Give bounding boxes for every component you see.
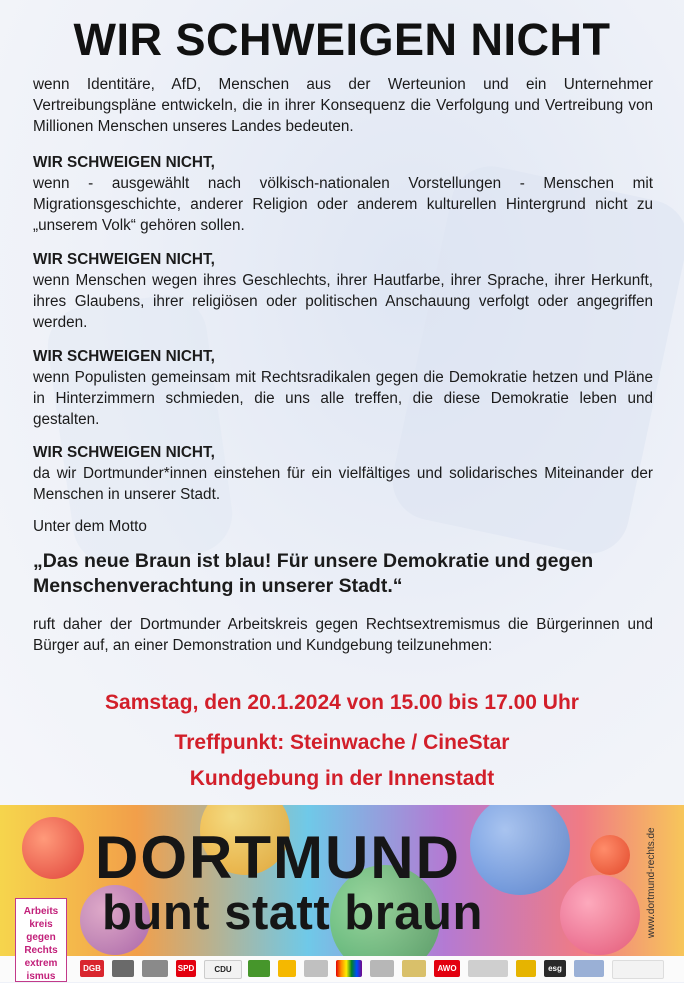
section-text: wenn Populisten gemeinsam mit Rechtsradikalen gegen die Demokratie hetzen und Pläne in Hinterzimmern schmieden, die uns alle treffen, die diese Demokratie leben und gestalten. <box>33 369 653 428</box>
cdu-logo: CDU <box>204 960 242 979</box>
decorative-ball <box>590 835 630 875</box>
motto: „Das neue Braun ist blau! Für unsere Demokratie und gegen Menschenverachtung in unserer Stadt.“ <box>33 550 594 597</box>
org-logo <box>468 960 508 977</box>
motto-intro: Unter dem Motto <box>33 518 147 535</box>
church-logo <box>112 960 134 977</box>
section-heading: WIR SCHWEIGEN NICHT, <box>33 348 215 365</box>
logo-line: gegen <box>26 932 56 943</box>
logo-line: Rechts <box>24 945 58 956</box>
decorative-ball <box>22 817 84 879</box>
section-3 <box>33 346 653 430</box>
section-2 <box>33 249 653 333</box>
org-logo <box>516 960 536 977</box>
logo-line: Arbeits <box>23 906 59 917</box>
section-heading: WIR SCHWEIGEN NICHT, <box>33 251 215 268</box>
org-logo <box>574 960 604 977</box>
section-4 <box>33 442 653 505</box>
org-logo <box>402 960 426 977</box>
org-logo <box>304 960 328 977</box>
event-date: Samstag, den 20.1.2024 von 15.00 bis 17.00 Uhr <box>105 691 579 714</box>
logo-line: extrem <box>24 958 58 969</box>
spd-logo: SPD <box>176 960 196 977</box>
rainbow-logo <box>336 960 362 977</box>
section-text: wenn Menschen wegen ihres Geschlechts, ihrer Hautfarbe, ihrer Sprache, ihrer Herkunft, ihres Glaubens, ihrer religiösen oder politischen Anschauung verfolgt oder angegriffen werden. <box>33 272 653 331</box>
dgb-logo: DGB <box>80 960 104 977</box>
sun-logo <box>278 960 296 977</box>
page-title: WIR SCHWEIGEN NICHT <box>73 14 611 65</box>
banner-dortmund: DORTMUND <box>95 824 461 891</box>
logo-line: ismus <box>26 971 56 982</box>
section-heading: WIR SCHWEIGEN NICHT, <box>33 154 215 171</box>
university-logo <box>612 960 664 979</box>
esg-logo: esg <box>544 960 566 977</box>
intro-paragraph: wenn Identitäre, AfD, Menschen aus der Werteunion und ein Unternehmer Vertreibungspläne entwickeln, die in ihrer Konsequenz die Verfolgung und Vertreibung von Millionen Menschen unseres Landes bedeuten. <box>33 76 653 135</box>
org-logo <box>370 960 394 977</box>
section-1 <box>33 152 653 236</box>
banner-website: www.dortmund-rechts.de <box>646 827 657 939</box>
city-logo <box>142 960 168 977</box>
decorative-ball <box>470 805 570 895</box>
arbeitskreis-logo <box>15 898 67 982</box>
logo-line: kreis <box>29 919 53 930</box>
section-text: wenn - ausgewählt nach völkisch-nationalen Vorstellungen - Menschen mit Migrationsgeschichte, anderer Religion oder anderem kulturellen Hintergrund nicht zu „unserem Volk“ gehören sollen. <box>33 175 653 234</box>
event-meeting-point: Treffpunkt: Steinwache / CineStar <box>174 731 510 754</box>
section-heading: WIR SCHWEIGEN NICHT, <box>33 444 215 461</box>
call-paragraph: ruft daher der Dortmunder Arbeitskreis gegen Rechtsextremismus die Bürgerinnen und Bürger auf, an einer Demonstration und Kundgebung teilzunehmen: <box>33 616 653 654</box>
banner-slogan: bunt statt braun <box>102 886 483 940</box>
dortmund-banner <box>0 805 684 956</box>
greens-logo <box>248 960 270 977</box>
awo-logo: AWO <box>434 960 460 977</box>
decorative-ball <box>560 875 640 955</box>
section-text: da wir Dortmunder*innen einstehen für ein vielfältiges und solidarisches Miteinander der Menschen in unserer Stadt. <box>33 465 653 503</box>
event-rally: Kundgebung in der Innenstadt <box>189 767 495 790</box>
